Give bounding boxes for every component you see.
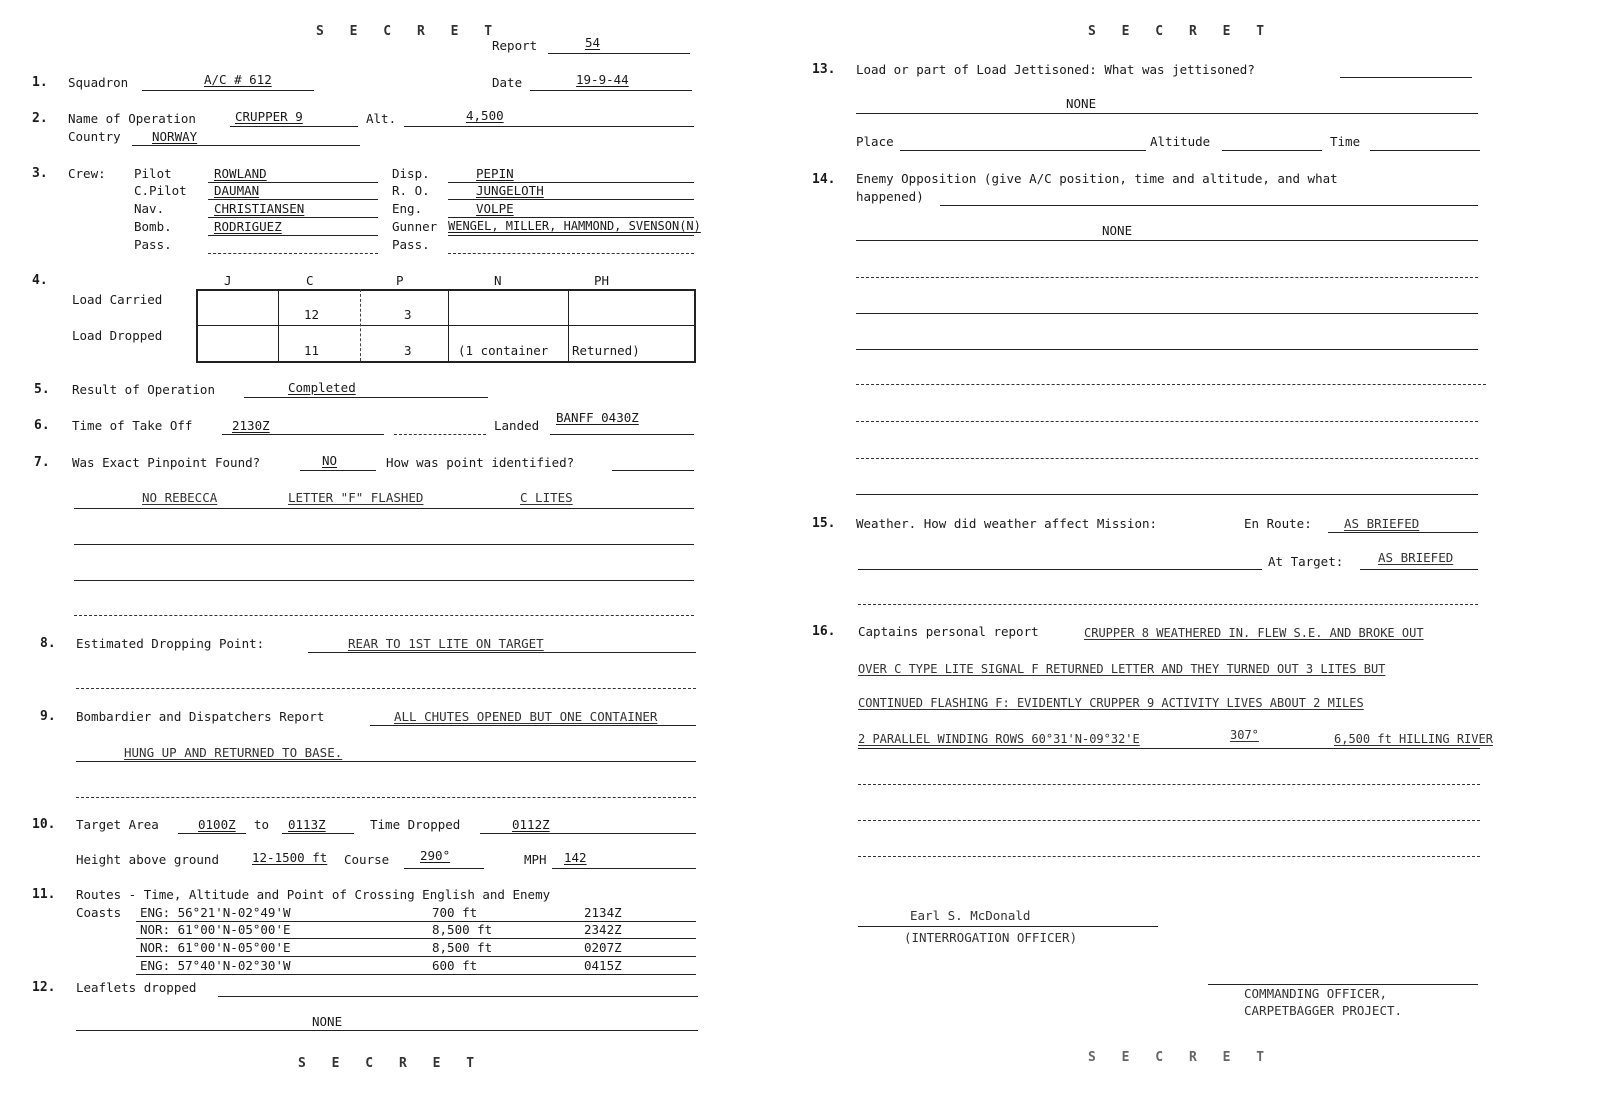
target-area-label: Target Area: [76, 817, 159, 832]
item-number-11: 11.: [32, 887, 56, 902]
enroute-value: AS BRIEFED: [1344, 516, 1420, 531]
route-3-alt: 8,500 ft: [432, 940, 493, 955]
eng-value: VOLPE: [476, 201, 514, 216]
report-number: 54: [585, 35, 601, 50]
pilot-value: ROWLAND: [214, 166, 267, 181]
identified-value-3: C LITES: [520, 490, 573, 505]
item-number-5: 5.: [34, 382, 50, 397]
course-label: Course: [344, 852, 390, 867]
landed-value: BANFF 0430Z: [556, 410, 639, 425]
attarget-value: AS BRIEFED: [1378, 550, 1454, 565]
identified-value-1: NO REBECCA: [142, 490, 218, 505]
item-number-9: 9.: [40, 709, 56, 724]
interrogation-officer-title: (INTERROGATION OFFICER): [904, 930, 1078, 945]
squadron-value: A/C # 612: [204, 72, 272, 87]
carried-c: 12: [304, 307, 320, 322]
pilot-label: Pilot: [134, 166, 172, 181]
copilot-label: C.Pilot: [134, 183, 187, 198]
operation-value: CRUPPER 9: [235, 109, 303, 124]
dropping-value: REAR TO 1ST LITE ON TARGET: [348, 636, 544, 651]
item-number-2: 2.: [32, 111, 48, 126]
route-1-time: 2134Z: [584, 905, 622, 920]
target-to-value: 0113Z: [288, 817, 326, 832]
jettison-value: NONE: [1066, 96, 1097, 111]
route-4-alt: 600 ft: [432, 958, 478, 973]
altitude-label: Altitude: [1150, 134, 1211, 149]
pass-label-right: Pass.: [392, 237, 430, 252]
commanding-officer-title: COMMANDING OFFICER,: [1244, 986, 1387, 1001]
route-2-alt: 8,500 ft: [432, 922, 493, 937]
dropped-p: 3: [404, 343, 412, 358]
date-label: Date: [492, 75, 523, 90]
country-label: Country: [68, 129, 121, 144]
dropped-n: (1 container: [458, 343, 549, 358]
report-label: Report: [492, 38, 538, 53]
route-4-time: 0415Z: [584, 958, 622, 973]
item-number-1: 1.: [32, 75, 48, 90]
nav-label: Nav.: [134, 201, 165, 216]
identified-label: How was point identified?: [386, 455, 575, 470]
coasts-label: Coasts: [76, 905, 122, 920]
identified-value-2: LETTER "F" FLASHED: [288, 490, 424, 505]
dropped-ph: Returned): [572, 343, 640, 358]
item-number-3: 3.: [32, 166, 48, 181]
captain-report-line-4: 2 PARALLEL WINDING ROWS 60°31'N-09°32'E: [858, 732, 1140, 746]
squadron-label: Squadron: [68, 75, 129, 90]
attarget-label: At Target:: [1268, 554, 1344, 569]
route-1-point: ENG: 56°21'N-02°49'W: [140, 905, 291, 920]
landed-label: Landed: [494, 418, 540, 433]
item-number-6: 6.: [34, 418, 50, 433]
secret-stamp-top-left: S E C R E T: [316, 24, 502, 39]
disp-label: Disp.: [392, 166, 430, 181]
ro-value: JUNGELOTH: [476, 183, 544, 198]
secret-stamp-bottom-left: S E C R E T: [298, 1056, 484, 1071]
load-col-p: P: [396, 273, 404, 288]
weather-label: Weather. How did weather affect Mission:: [856, 516, 1158, 531]
height-label: Height above ground: [76, 852, 219, 867]
load-col-n: N: [494, 273, 502, 288]
route-2-point: NOR: 61°00'N-05°00'E: [140, 922, 291, 937]
dropped-c: 11: [304, 343, 320, 358]
item-number-16: 16.: [812, 624, 836, 639]
copilot-value: DAUMAN: [214, 183, 260, 198]
route-1-alt: 700 ft: [432, 905, 478, 920]
target-to-label: to: [254, 817, 270, 832]
captain-report-line-2: OVER C TYPE LITE SIGNAL F RETURNED LETTER AND THEY TURNED OUT 3 LITES BUT: [858, 662, 1386, 676]
target-from-value: 0100Z: [198, 817, 236, 832]
leaflets-label: Leaflets dropped: [76, 980, 197, 995]
pass-label-left: Pass.: [134, 237, 172, 252]
nav-value: CHRISTIANSEN: [214, 201, 305, 216]
date-value: 19-9-44: [576, 72, 629, 87]
enroute-label: En Route:: [1244, 516, 1312, 531]
alt-value: 4,500: [466, 108, 504, 123]
course-value: 290°: [420, 848, 451, 863]
eng-label: Eng.: [392, 201, 423, 216]
dropping-label: Estimated Dropping Point:: [76, 636, 265, 651]
result-label: Result of Operation: [72, 382, 215, 397]
place-label: Place: [856, 134, 894, 149]
leaflets-value: NONE: [312, 1014, 343, 1029]
enemy-label-2: happened): [856, 189, 924, 204]
time-dropped-value: 0112Z: [512, 817, 550, 832]
route-2-time: 2342Z: [584, 922, 622, 937]
enemy-label-1: Enemy Opposition (give A/C position, time and altitude, and what: [856, 171, 1338, 186]
captain-report-label: Captains personal report: [858, 624, 1039, 639]
gunner-value: WENGEL, MILLER, HAMMOND, SVENSON(N): [448, 219, 701, 233]
country-value: NORWAY: [152, 129, 198, 144]
route-3-point: NOR: 61°00'N-05°00'E: [140, 940, 291, 955]
mph-value: 142: [564, 850, 587, 865]
bombardier-value-1: ALL CHUTES OPENED BUT ONE CONTAINER: [394, 709, 658, 724]
item-number-13: 13.: [812, 62, 836, 77]
captain-report-line-3: CONTINUED FLASHING F: EVIDENTLY CRUPPER 9 ACTIVITY LIVES ABOUT 2 MILES: [858, 696, 1364, 710]
secret-stamp-top-right: S E C R E T: [1088, 24, 1274, 39]
item-number-14: 14.: [812, 172, 836, 187]
load-dropped-label: Load Dropped: [72, 328, 163, 343]
item-number-7: 7.: [34, 455, 50, 470]
takeoff-label: Time of Take Off: [72, 418, 193, 433]
disp-value: PEPIN: [476, 166, 514, 181]
load-col-ph: PH: [594, 273, 610, 288]
bomb-label: Bomb.: [134, 219, 172, 234]
pinpoint-label: Was Exact Pinpoint Found?: [72, 455, 261, 470]
gunner-label: Gunner: [392, 219, 438, 234]
height-value: 12-1500 ft: [252, 850, 328, 865]
interrogation-officer-name: Earl S. McDonald: [910, 908, 1031, 923]
captain-report-line-1: CRUPPER 8 WEATHERED IN. FLEW S.E. AND BROKE OUT: [1084, 626, 1424, 640]
load-col-j: J: [224, 273, 232, 288]
takeoff-value: 2130Z: [232, 418, 270, 433]
load-carried-label: Load Carried: [72, 292, 163, 307]
routes-label: Routes - Time, Altitude and Point of Crossing English and Enemy: [76, 887, 551, 902]
commanding-officer-unit: CARPETBAGGER PROJECT.: [1244, 1003, 1403, 1018]
result-value: Completed: [288, 380, 356, 395]
pinpoint-value: NO: [322, 453, 338, 468]
item-number-8: 8.: [40, 636, 56, 651]
item-number-12: 12.: [32, 980, 56, 995]
item-number-4: 4.: [32, 273, 48, 288]
load-col-c: C: [306, 273, 314, 288]
captain-report-altitude: 6,500 ft HILLING RIVER: [1334, 732, 1493, 746]
secret-stamp-bottom-right: S E C R E T: [1088, 1050, 1274, 1065]
item-number-15: 15.: [812, 516, 836, 531]
time-dropped-label: Time Dropped: [370, 817, 461, 832]
ro-label: R. O.: [392, 183, 430, 198]
operation-label: Name of Operation: [68, 111, 196, 126]
mph-label: MPH: [524, 852, 547, 867]
bomb-value: RODRIGUEZ: [214, 219, 282, 234]
bombardier-value-2: HUNG UP AND RETURNED TO BASE.: [124, 745, 343, 760]
item-number-10: 10.: [32, 817, 56, 832]
crew-label: Crew:: [68, 166, 106, 181]
jettison-label: Load or part of Load Jettisoned: What was jettisoned?: [856, 62, 1255, 77]
enemy-value: NONE: [1102, 223, 1133, 238]
alt-label: Alt.: [366, 111, 397, 126]
carried-p: 3: [404, 307, 412, 322]
bombardier-label: Bombardier and Dispatchers Report: [76, 709, 325, 724]
route-3-time: 0207Z: [584, 940, 622, 955]
captain-report-heading: 307°: [1230, 728, 1259, 742]
route-4-point: ENG: 57°40'N-02°30'W: [140, 958, 291, 973]
time-label: Time: [1330, 134, 1361, 149]
